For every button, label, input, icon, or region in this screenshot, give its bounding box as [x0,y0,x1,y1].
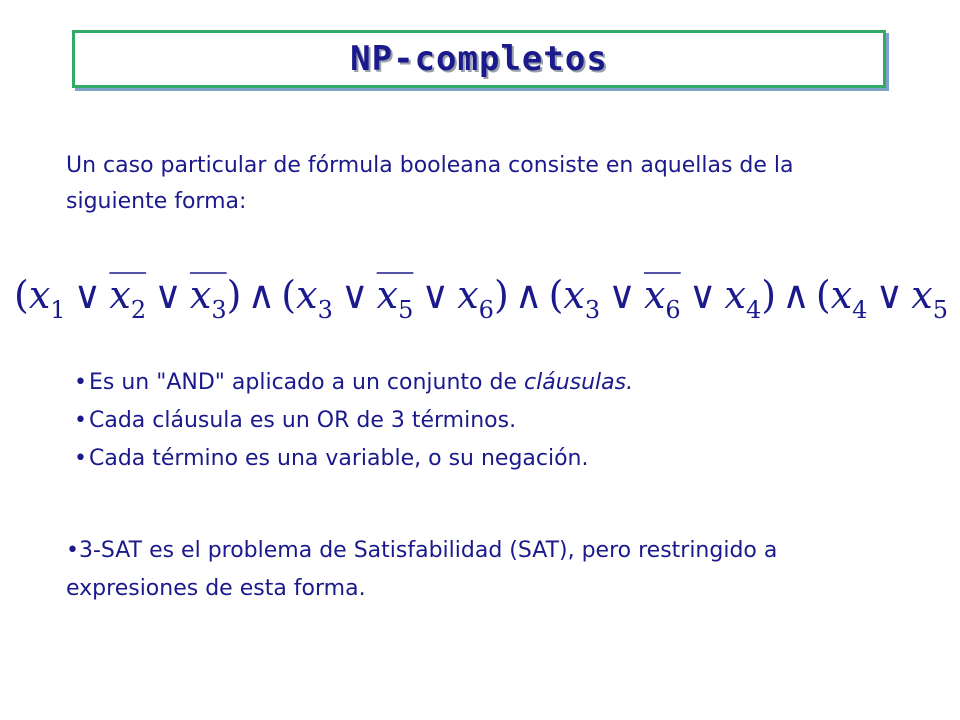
bullet-mark: • [74,408,87,433]
literal-subscript: 6 [665,296,681,324]
literal-subscript: 1 [50,296,66,324]
literal-variable: x [376,273,399,317]
or-operator: ∨ [875,273,904,317]
bullet-item-term [74,440,934,478]
intro-paragraph: Un caso particular de fórmula booleana consiste en aquellas de la siguiente forma: [66,153,794,214]
and-operator: ∧ [247,273,276,317]
bullet-text: Cada cláusula es un OR de 3 términos. [88,408,517,433]
bullet-emphasis: cláusulas. [524,370,634,395]
and-operator: ∧ [514,273,543,317]
open-paren: ( [14,273,29,317]
literal-variable: x [563,273,585,317]
bullet-text: Es un "AND" aplicado a un conjunto de [88,370,524,395]
literal-subscript: 3 [317,296,333,324]
close-paren: ) [493,273,509,317]
literal-subscript: 4 [852,296,868,324]
or-operator: ∨ [421,273,450,317]
literal-subscript: 5 [398,296,414,324]
literal-subscript: 3 [584,296,601,324]
or-operator: ∨ [73,273,102,317]
open-paren: ( [815,273,831,317]
bullet-item-or [74,402,934,440]
literal-variable: x [457,273,479,317]
literal-variable: x [109,273,131,317]
literal-variable: x [296,273,318,317]
bullet-mark: • [74,370,87,395]
literal-variable: x [28,273,51,317]
bullet-text: Cada término es una variable, o su negación. [88,446,589,471]
literal-subscript: 3 [211,296,227,324]
title-box [72,30,886,88]
or-operator: ∨ [688,273,717,317]
close-paren: ) [761,273,777,317]
bullet-list [74,364,934,478]
close-paren: ) [226,273,242,317]
bullet-mark: • [74,446,87,471]
and-operator: ∧ [782,273,810,317]
formula-group [14,273,956,324]
bullet-item-and [74,364,934,402]
or-operator: ∨ [608,273,636,317]
literal-subscript: 4 [745,296,762,324]
literal-variable: x [643,273,666,317]
or-operator: ∨ [154,273,182,317]
or-operator: ∨ [340,273,369,317]
open-paren: ( [548,273,564,317]
literal-variable: x [189,273,212,317]
literal-variable: x [911,273,933,317]
final-paragraph [66,532,896,608]
final-text: 3-SAT es el problema de Satisfabilidad (SAT), pero restringido a expresiones de esta forma. [66,538,778,601]
literal-variable: x [830,273,853,317]
slide-title: NP-completos [350,39,608,79]
literal-subscript: 5 [932,296,948,324]
open-paren: ( [281,273,297,317]
final-bullet-mark: • [66,538,79,563]
literal-subscript: 6 [478,296,494,324]
literal-variable: x [724,273,746,317]
boolean-formula [12,258,956,338]
literal-subscript: 2 [130,296,147,324]
